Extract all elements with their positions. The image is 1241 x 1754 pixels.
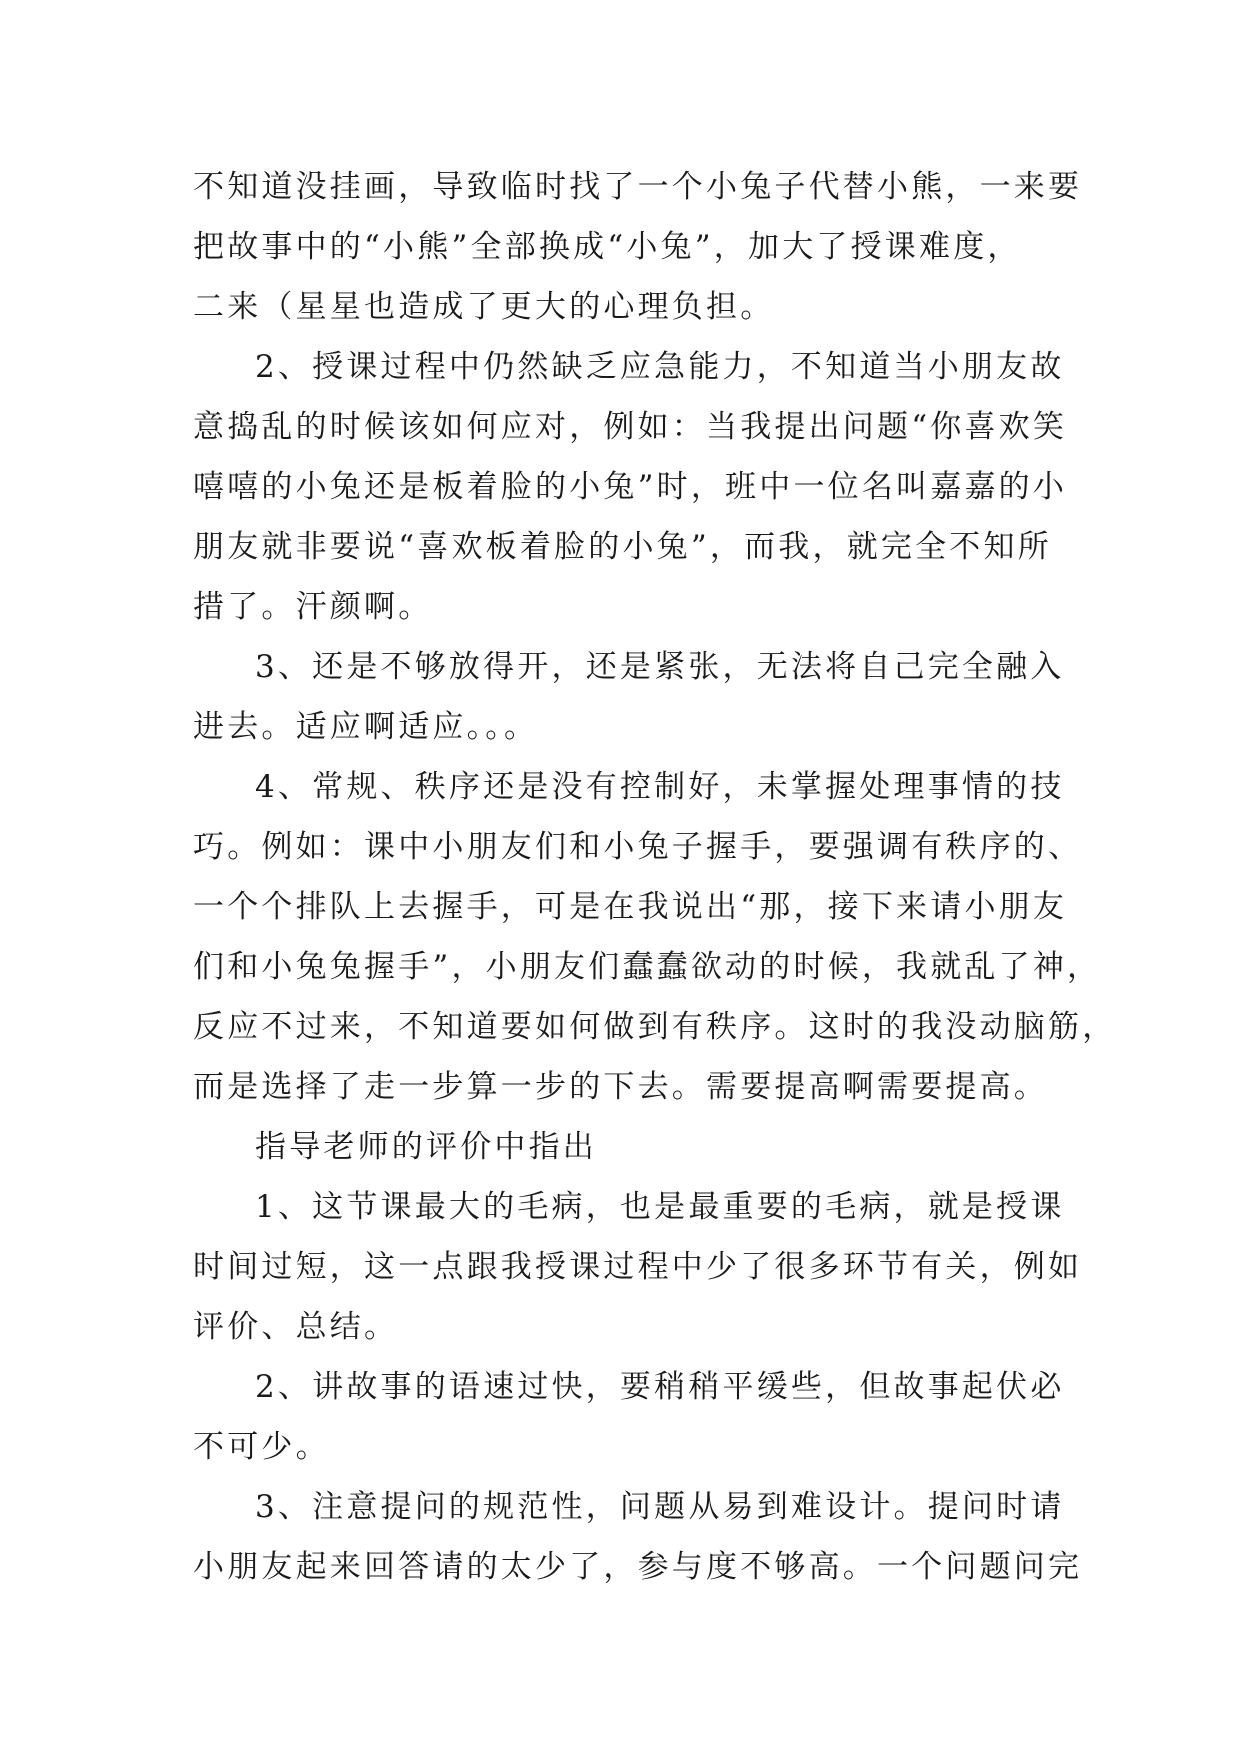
text-line: 巧。例如：课中小朋友们和小兔子握手，要强调有秩序的、	[193, 829, 1083, 865]
text-line: 反应不过来，不知道要如何做到有秩序。这时的我没动脑筋，	[193, 1009, 1117, 1045]
text-line: 们和小兔兔握手”，小朋友们蠢蠢欲动的时候，我就乱了神，	[193, 949, 1102, 985]
text-line: 3、注意提问的规范性，问题从易到难设计。提问时请	[255, 1489, 1065, 1525]
text-line: 1、这节课最大的毛病，也是最重要的毛病，就是授课	[255, 1189, 1065, 1225]
text-line: 3、还是不够放得开，还是紧张，无法将自己完全融入	[255, 649, 1065, 685]
text-line: 小朋友起来回答请的太少了，参与度不够高。一个问题问完	[193, 1549, 1083, 1585]
text-line: 二来（星星也造成了更大的心理负担。	[193, 289, 775, 325]
text-line: 把故事中的“小熊”全部换成“小兔”，加大了授课难度，	[193, 229, 1022, 265]
text-line: 不知道没挂画，导致临时找了一个小兔子代替小熊，一来要	[193, 169, 1083, 205]
text-line: 2、讲故事的语速过快，要稍稍平缓些，但故事起伏必	[255, 1369, 1065, 1405]
text-line: 4、常规、秩序还是没有控制好，未掌握处理事情的技	[255, 769, 1065, 805]
text-line: 嘻嘻的小兔还是板着脸的小兔”时，班中一位名叫嘉嘉的小	[193, 469, 1068, 505]
text-line: 时间过短，这一点跟我授课过程中少了很多环节有关，例如	[193, 1249, 1083, 1285]
document-body	[193, 157, 1117, 1597]
text-line: 意捣乱的时候该如何应对，例如：当我提出问题“你喜欢笑	[193, 409, 1068, 445]
text-line: 不可少。	[193, 1429, 330, 1465]
text-line: 进去。适应啊适应。。。	[193, 709, 539, 745]
text-line: 指导老师的评价中指出	[255, 1129, 597, 1165]
text-line: 2、授课过程中仍然缺乏应急能力，不知道当小朋友故	[255, 349, 1065, 385]
text-line: 评价、总结。	[193, 1309, 399, 1345]
text-line: 一个个排队上去握手，可是在我说出“那，接下来请小朋友	[193, 889, 1068, 925]
text-line: 而是选择了走一步算一步的下去。需要提高啊需要提高。	[193, 1069, 1048, 1105]
text-line: 措了。汗颜啊。	[193, 589, 433, 625]
text-line: 朋友就非要说“喜欢板着脸的小兔”，而我，就完全不知所	[193, 529, 1052, 565]
